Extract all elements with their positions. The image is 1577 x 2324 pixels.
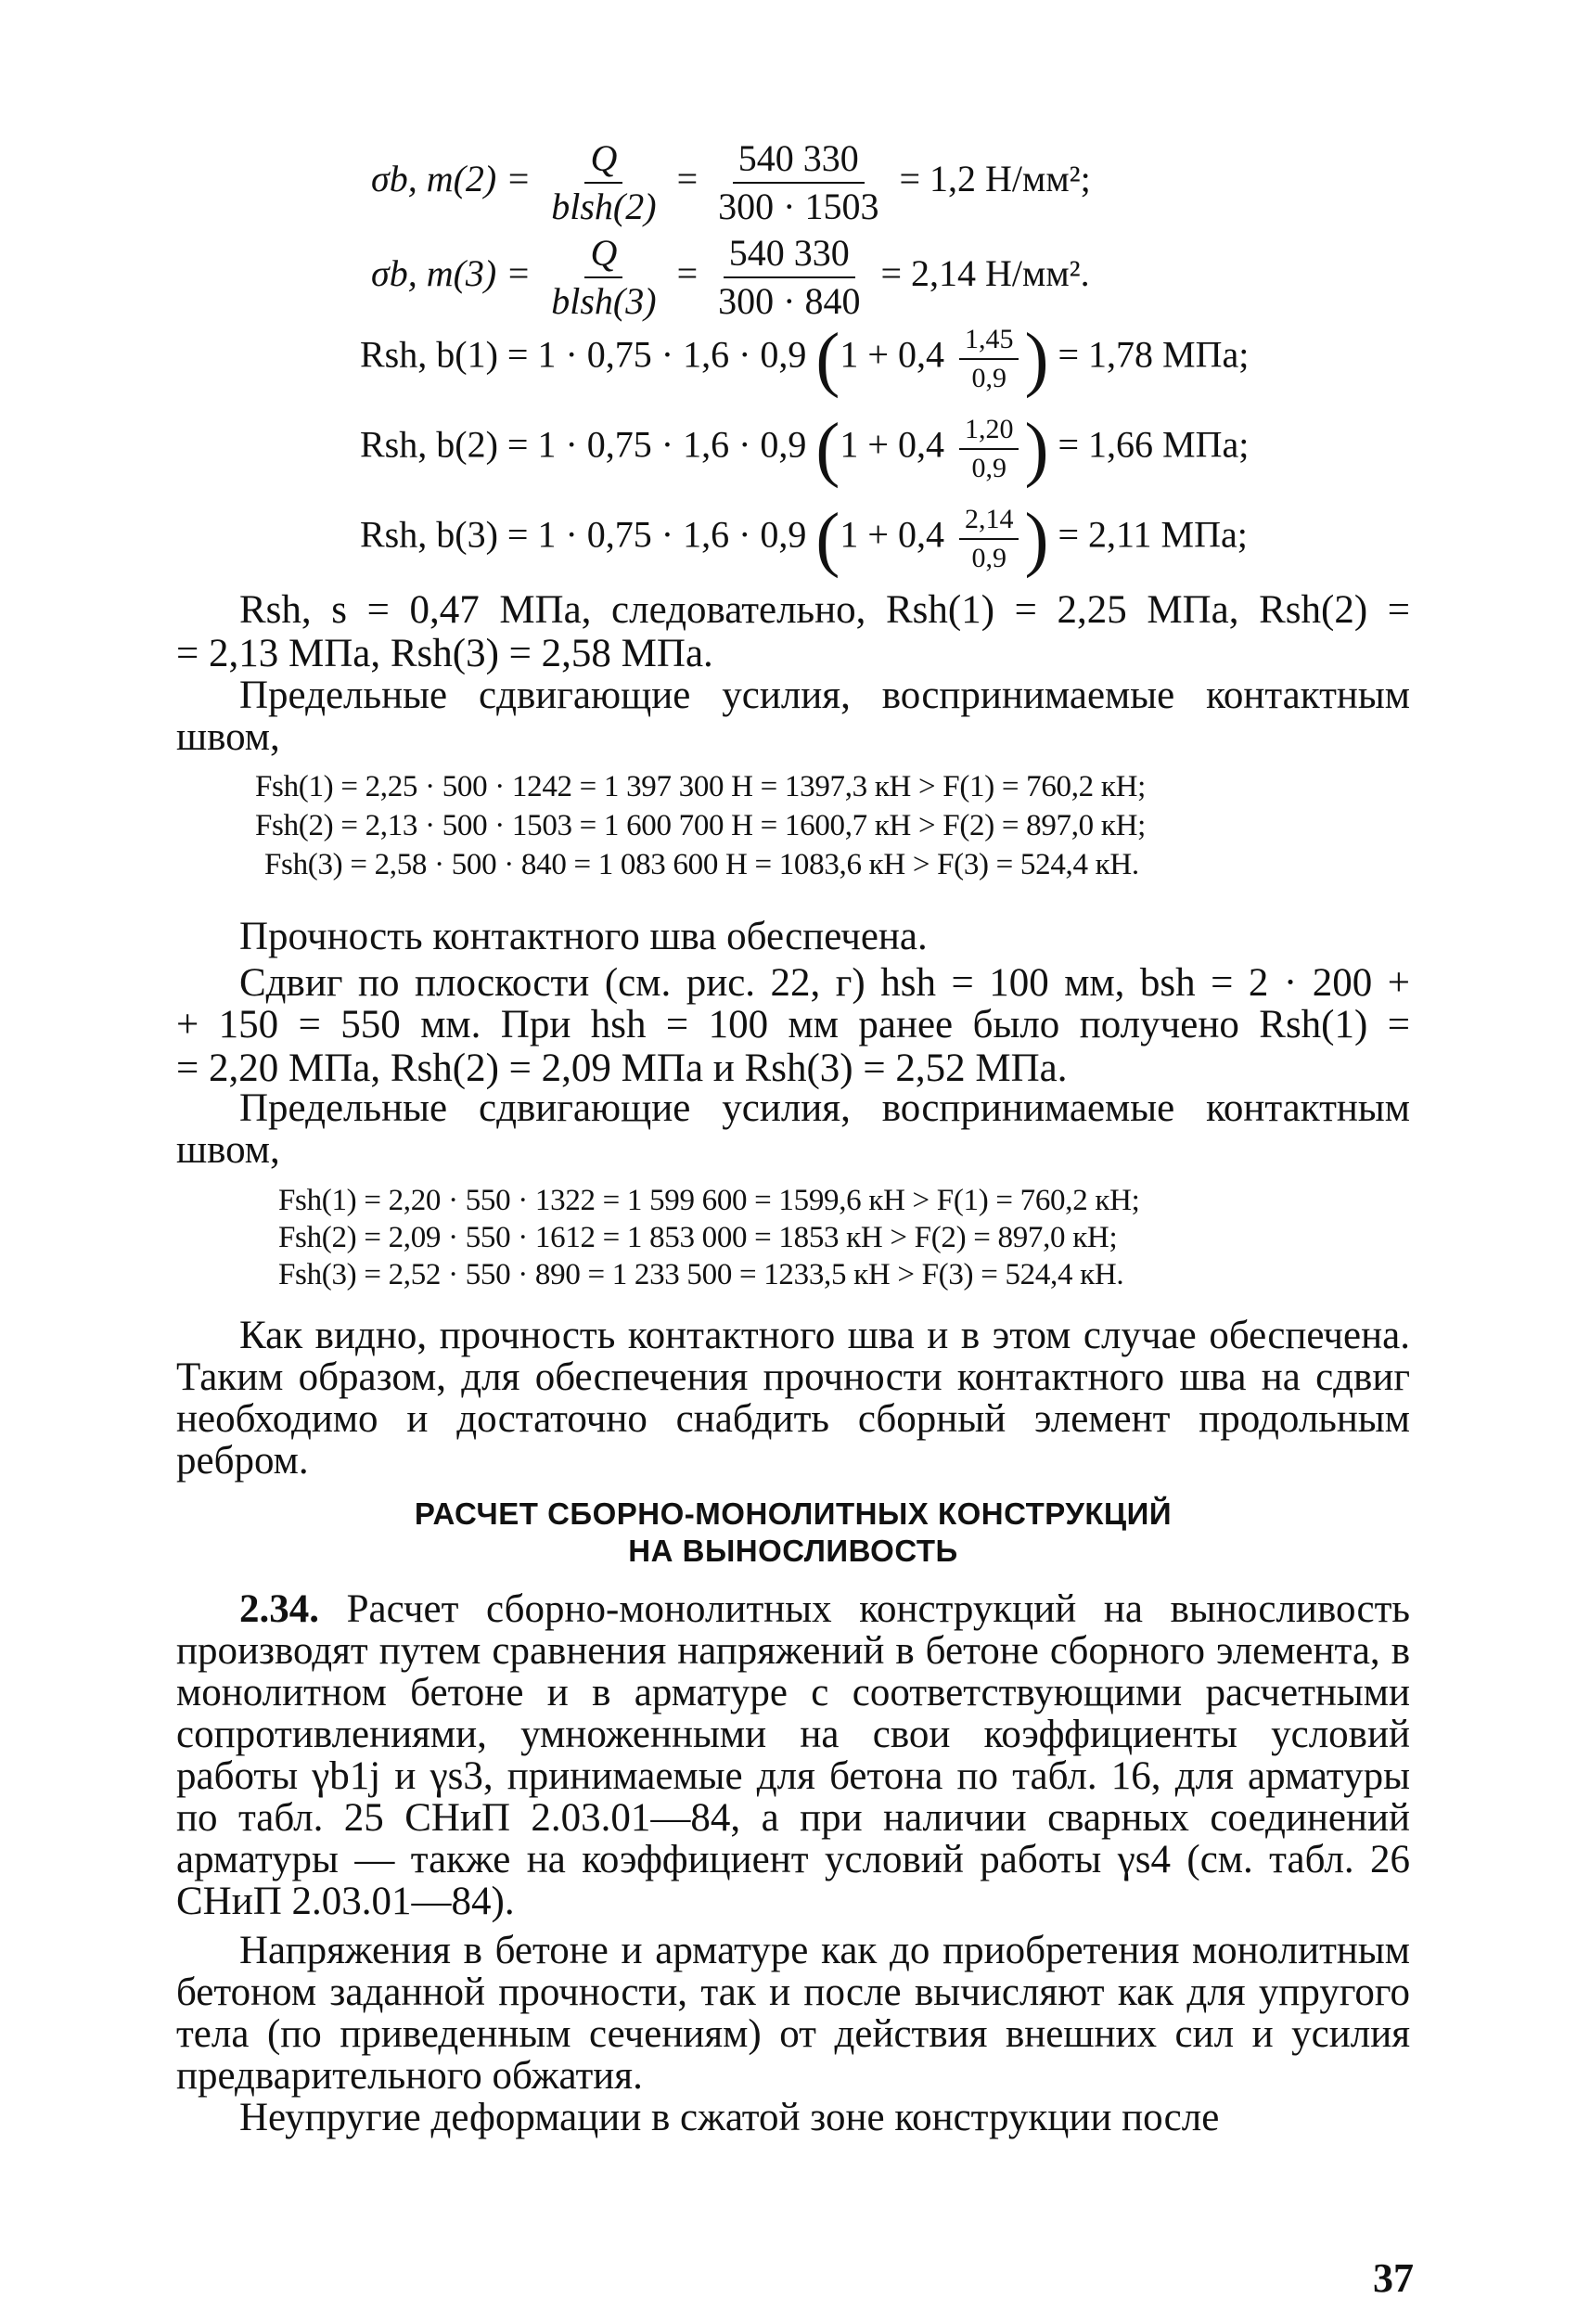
equation-result: = 2,11 МПа; xyxy=(1058,513,1248,556)
fraction-denominator: 0,9 xyxy=(971,362,1006,393)
equation-sigma-2: σb, m(2) = $\frac{Q}{\text{blsh(2)}}$ = $\frac{540 330}{300 \cdot 1503}$ = 1,2 Н/мм²; xyxy=(371,137,1091,227)
heading-line: РАСЧЕТ СБОРНО-МОНОЛИТНЫХ КОНСТРУКЦИЙ xyxy=(414,1496,1173,1531)
fraction xyxy=(959,325,1019,392)
formula-line: Fsh(3) = 2,58 · 500 · 840 = 1 083 600 Н = 1083,6 кН > F(3) = 524,4 кН. xyxy=(264,848,1139,881)
formula-line: Fsh(1) = 2,25 · 500 · 1242 = 1 397 300 Н = 1397,3 кН > F(1) = 760,2 кН; xyxy=(255,770,1146,803)
paragraph: Напряжения в бетоне и арматуре как до приобретения монолитным бетоном заданной прочности, так и после вычисляют как для упругого тела (по приведенным сечениям) от действия внешних сил и усилия предварительного обжатия. xyxy=(176,1929,1410,2098)
heading-line: НА ВЫНОСЛИВОСТЬ xyxy=(628,1534,958,1568)
page-number: 37 xyxy=(1373,2255,1414,2301)
fraction-denominator: 0,9 xyxy=(971,542,1006,573)
section-heading xyxy=(176,1496,1410,1570)
equation-result: = 2,14 Н/мм². xyxy=(880,252,1090,295)
paragraph: Как видно, прочность контактного шва и в этом случае обеспечена. Таким образом, для обеспечения прочности контактного шва на сдвиг необходимо и достаточно снабдить сборный элемент продольным ребром. xyxy=(176,1314,1410,1483)
fraction xyxy=(545,234,661,321)
fraction xyxy=(959,415,1019,482)
fraction-denominator: 300 · 1503 xyxy=(718,186,879,227)
fraction-numerator: 540 330 xyxy=(733,139,865,184)
equation-rshb-2: Rsh, b(2) = 1 · 0,75 · 1,6 · 0,9 (1 + 0,4 $\frac{1,20}{0,9}$ ) = 1,66 МПа; xyxy=(360,407,1250,489)
paragraph-text: Расчет сборно-монолитных конструкций на выносливость производят путем сравнения напряжений в бетоне сборного элемента, в монолитном бетоне и в арматуре с соответствующими расчетными сопротивлениями, умноженными на свои коэффициенты условий работы γb1j и γs3, принимаемые для бетона по табл. 16, для арматуры по табл. 25 СНиП 2.03.01—84, а при наличии сварных соединений арматуры — также на коэффициент условий работы γs4 (см. табл. 26 СНиП 2.03.01—84). xyxy=(176,1587,1411,1923)
equation-lhs: Rsh, b(3) = 1 · 0,75 · 1,6 · 0,9 xyxy=(360,513,807,556)
paragraph xyxy=(176,1588,1410,1922)
equation-rshb-3: Rsh, b(3) = 1 · 0,75 · 1,6 · 0,9 (1 + 0,4 $\frac{2,14}{0,9}$ ) = 2,11 МПа; xyxy=(360,497,1248,579)
equation-inner: 1 + 0,4 xyxy=(840,513,944,556)
fraction-denominator: 0,9 xyxy=(971,452,1006,483)
text-line: = 2,20 МПа, Rsh(2) = 2,09 МПа и Rsh(3) = 2,52 МПа. xyxy=(176,1046,1068,1090)
text-line: = 2,13 МПа, Rsh(3) = 2,58 МПа. xyxy=(176,632,713,675)
paragraph-number: 2.34. xyxy=(239,1587,319,1631)
formula-line: Fsh(1) = 2,20 · 550 · 1322 = 1 599 600 = 1599,6 кН > F(1) = 760,2 кН; xyxy=(278,1184,1140,1217)
fraction-numerator: 540 330 xyxy=(724,234,855,278)
text-line: + 150 = 550 мм. При hsh = 100 мм ранее было получено Rsh(1) = xyxy=(176,1003,1410,1046)
paragraph: Предельные сдвигающие усилия, воспринимаемые контактным швом, xyxy=(176,1086,1410,1172)
formula-line: Fsh(2) = 2,09 · 550 · 1612 = 1 853 000 = 1853 кН > F(2) = 897,0 кН; xyxy=(278,1221,1118,1254)
fraction xyxy=(545,139,661,226)
equation-result: = 1,2 Н/мм²; xyxy=(899,158,1091,200)
fraction-numerator: Q xyxy=(584,234,622,278)
equation-lhs: σb, m(2) = xyxy=(371,158,532,200)
fraction xyxy=(712,234,865,321)
text-line: Сдвиг по плоскости (см. рис. 22, г) hsh = 100 мм, bsh = 2 · 200 + xyxy=(239,961,1410,1005)
fraction-numerator: Q xyxy=(584,139,622,184)
fraction-numerator: 1,20 xyxy=(959,415,1019,450)
fraction-denominator: blsh(2) xyxy=(551,186,657,227)
paragraph: Предельные сдвигающие усилия, воспринимаемые контактным швом, xyxy=(176,674,1410,759)
fraction-denominator: blsh(3) xyxy=(551,280,657,322)
fraction-numerator: 1,45 xyxy=(959,325,1019,360)
fraction xyxy=(712,139,884,226)
equation-result: = 1,66 МПа; xyxy=(1058,423,1250,466)
fraction xyxy=(959,505,1019,572)
text-line: Rsh, s = 0,47 МПа, следовательно, Rsh(1) = 2,25 МПа, Rsh(2) = xyxy=(239,588,1410,632)
fraction-denominator: 300 · 840 xyxy=(718,280,861,322)
equation-lhs: Rsh, b(2) = 1 · 0,75 · 1,6 · 0,9 xyxy=(360,423,807,466)
equation-inner: 1 + 0,4 xyxy=(840,423,944,466)
equation-lhs: Rsh, b(1) = 1 · 0,75 · 1,6 · 0,9 xyxy=(360,333,807,376)
paragraph: Прочность контактного шва обеспечена. xyxy=(239,915,928,958)
formula-line: Fsh(3) = 2,52 · 550 · 890 = 1 233 500 = 1233,5 кН > F(3) = 524,4 кН. xyxy=(278,1258,1124,1291)
formula-line: Fsh(2) = 2,13 · 500 · 1503 = 1 600 700 Н = 1600,7 кН > F(2) = 897,0 кН; xyxy=(255,809,1146,842)
equation-rshb-1: Rsh, b(1) = 1 · 0,75 · 1,6 · 0,9 (1 + 0,4 $\frac{1,45}{0,9}$ ) = 1,78 МПа; xyxy=(360,317,1250,399)
equation-result: = 1,78 МПа; xyxy=(1058,333,1250,376)
equation-sigma-3: σb, m(3) = $\frac{Q}{\text{blsh(3)}}$ = $\frac{540 330}{300 \cdot 840}$ = 2,14 Н/мм². xyxy=(371,232,1090,322)
paragraph: Неупругие деформации в сжатой зоне конструкции после xyxy=(239,2096,1220,2139)
fraction-numerator: 2,14 xyxy=(959,505,1019,540)
equation-lhs: σb, m(3) = xyxy=(371,252,532,295)
equation-inner: 1 + 0,4 xyxy=(840,333,944,376)
